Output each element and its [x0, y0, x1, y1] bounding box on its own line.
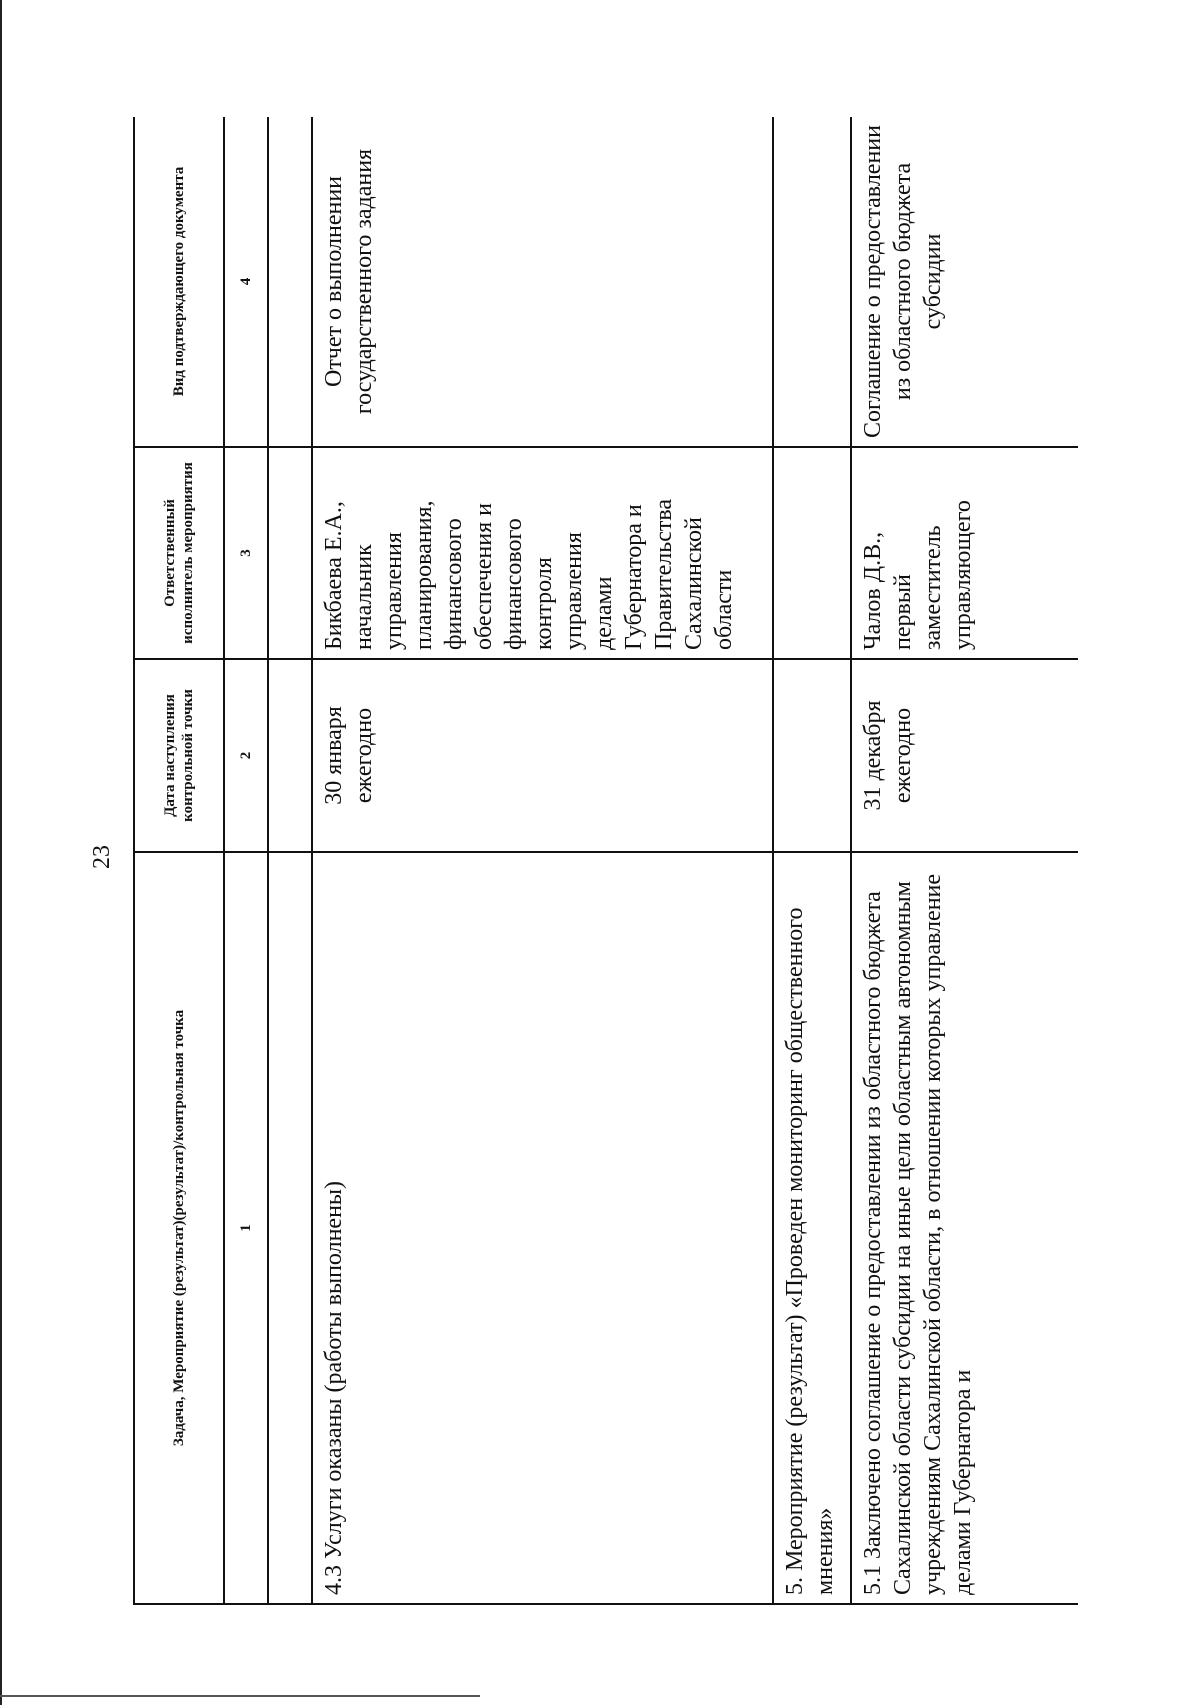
task-cell: 5. Мероприятие (результат) «Проведен мониторинг общественного мнения» — [773, 852, 851, 1604]
date-cell: 30 января ежегодно — [312, 659, 773, 852]
empty-row — [268, 117, 312, 1604]
column-number-row — [224, 117, 268, 1604]
scan-edge-bottom — [0, 1695, 480, 1697]
scan-edge-left — [0, 0, 2, 1705]
date-cell: 31 декабря ежегодно — [851, 659, 1078, 852]
responsible-cell: Чалов Д.В., первый заместитель управляющего — [851, 447, 1078, 659]
task-cell: 5.1 Заключено соглашение о предоставлении из областного бюджета Сахалинской области субсидии на иные цели областным автономным учреждениям Сахалинской области, в отношении которых управление делами Губернатора и — [851, 852, 1078, 1604]
table-row — [312, 117, 773, 1604]
empty-cell — [268, 447, 312, 659]
control-points-table — [133, 117, 1078, 1605]
column-number: 2 — [224, 659, 268, 852]
table-row — [773, 117, 851, 1604]
header-task: Задача, Мероприятие (результат)(результат)/контрольная точка — [134, 852, 224, 1604]
table-row — [851, 117, 1078, 1604]
empty-cell — [268, 659, 312, 852]
column-number: 3 — [224, 447, 268, 659]
document-cell: Отчет о выполнении государственного задания — [312, 117, 773, 447]
header-date: Дата наступления контрольной точки — [134, 659, 224, 852]
page-number: 23 — [88, 845, 115, 869]
rotated-table-area — [133, 117, 1078, 1605]
document-cell: Соглашение о предоставлении из областного бюджета субсидии — [851, 117, 1078, 447]
responsible-cell — [773, 447, 851, 659]
column-number: 4 — [224, 117, 268, 447]
header-responsible: Ответственный исполнитель мероприятия — [134, 447, 224, 659]
date-cell — [773, 659, 851, 852]
document-cell — [773, 117, 851, 447]
empty-cell — [268, 852, 312, 1604]
responsible-cell: Бикбаева Е.А., начальник управления планирования, финансового обеспечения и финансового контроля управления делами Губернатора и Правительства Сахалинской области — [312, 447, 773, 659]
header-row — [134, 117, 224, 1604]
task-cell: 4.3 Услуги оказаны (работы выполнены) — [312, 852, 773, 1604]
empty-cell — [268, 117, 312, 447]
table-container — [133, 117, 1078, 1605]
header-document: Вид подтверждающего документа — [134, 117, 224, 447]
column-number: 1 — [224, 852, 268, 1604]
